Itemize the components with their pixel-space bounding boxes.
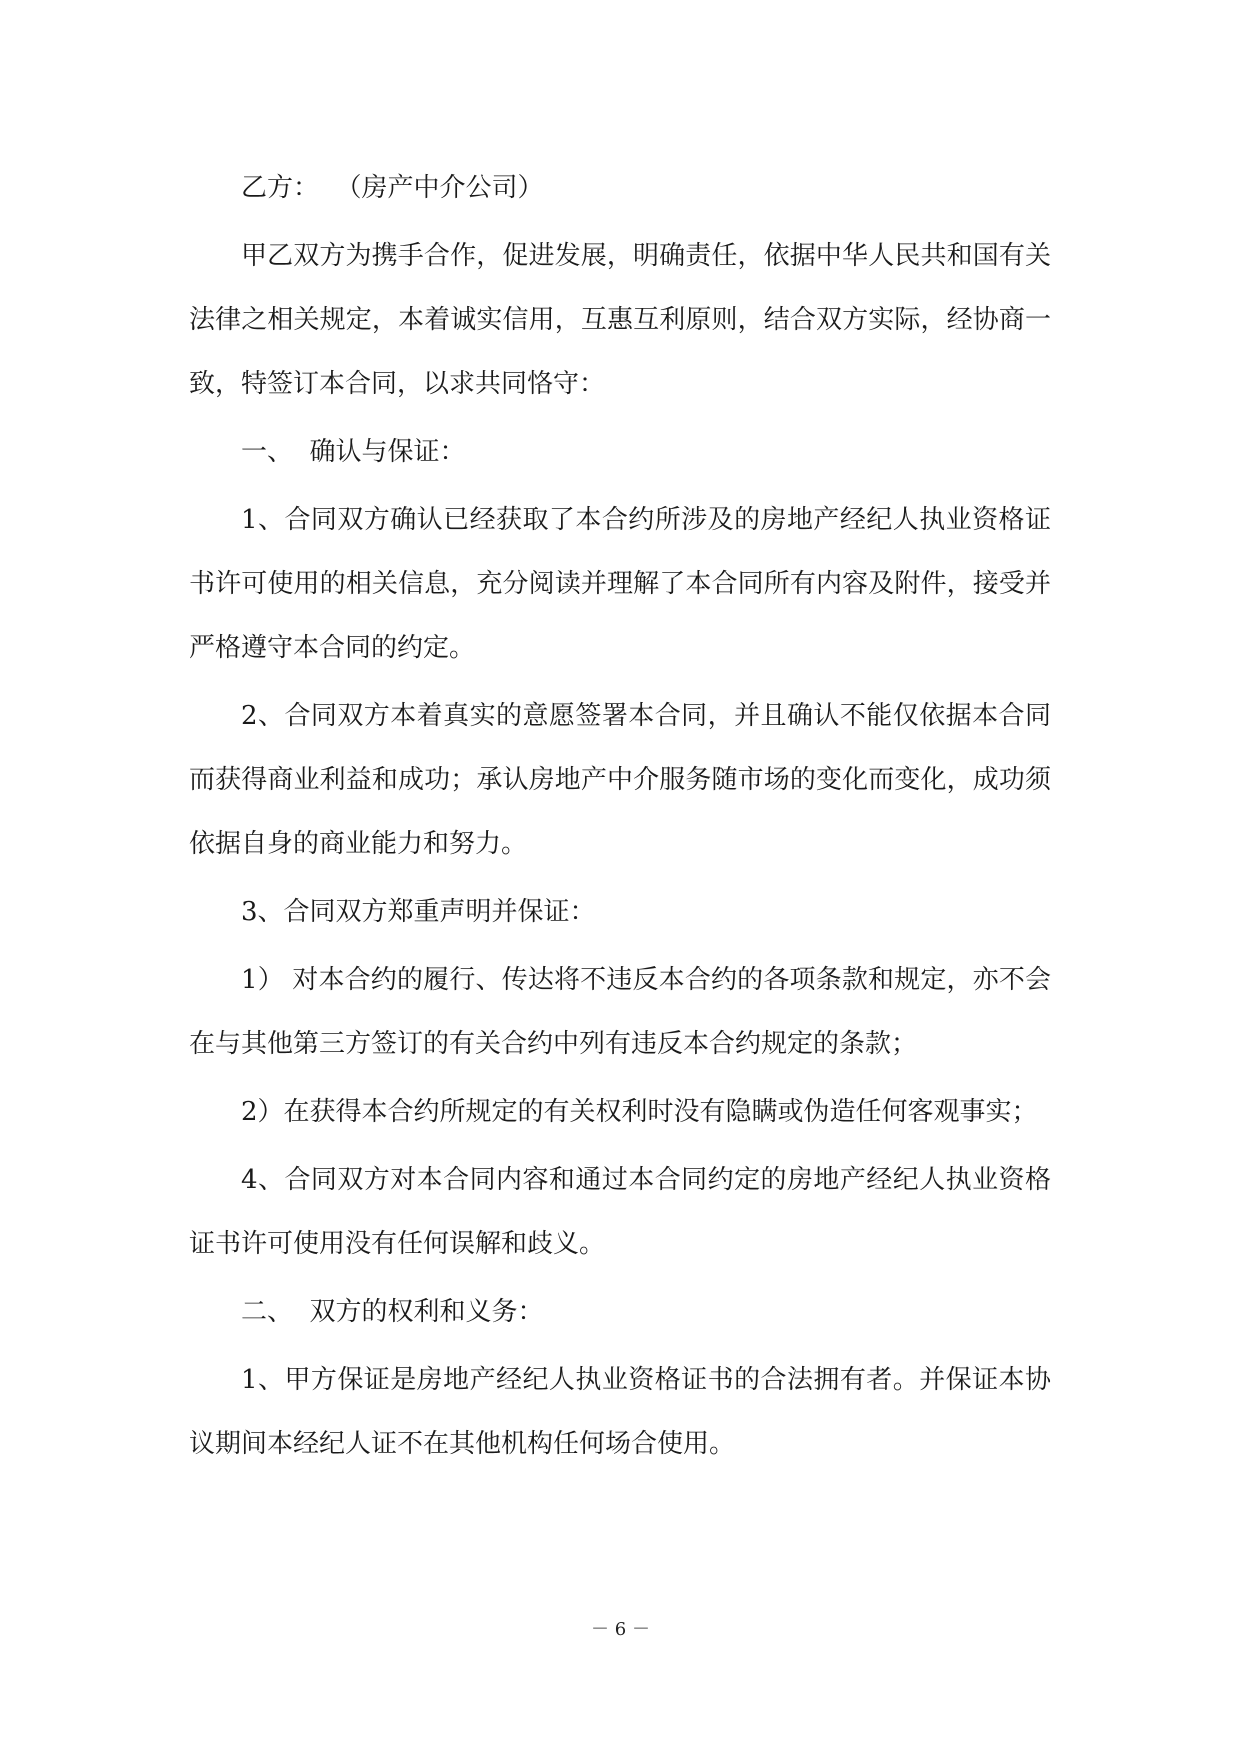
clause-1-3: 3、合同双方郑重声明并保证： (241, 897, 596, 927)
preamble-paragraph: 甲乙双方为携手合作，促进发展，明确责任，依据中华人民共和国有关法律之相关规定，本着诚实信用，互惠互利原则，结合双方实际，经协商一致，特签订本合同，以求共同恪守： (189, 241, 1051, 399)
clause-1-1: 1、合同双方确认已经获取了本合约所涉及的房地产经纪人执业资格证书许可使用的相关信息，充分阅读并理解了本合同所有内容及附件，接受并严格遵守本合同的约定。 (189, 505, 1051, 663)
clause-1-4: 4、合同双方对本合同内容和通过本合同约定的房地产经纪人执业资格证书许可使用没有任何误解和歧义。 (189, 1165, 1051, 1259)
subclause-1-3-1: 1） 对本合约的履行、传达将不违反本合约的各项条款和规定，亦不会在与其他第三方签订的有关合约中列有违反本合约规定的条款； (189, 965, 1051, 1059)
page-number: － 6 － (591, 1619, 650, 1640)
clause-2-1: 1、甲方保证是房地产经纪人执业资格证书的合法拥有者。并保证本协议期间本经纪人证不在其他机构任何场合使用。 (189, 1365, 1051, 1459)
document-body (189, 156, 1051, 1476)
section-heading-confirmation: 一、 确认与保证： (241, 437, 466, 467)
section-heading-rights-obligations: 二、 双方的权利和义务： (241, 1297, 544, 1327)
clause-1-2: 2、合同双方本着真实的意愿签署本合同，并且确认不能仅依据本合同而获得商业利益和成功；承认房地产中介服务随市场的变化而变化，成功须依据自身的商业能力和努力。 (189, 701, 1051, 859)
party-b-line: 乙方： （房产中介公司） (241, 173, 544, 203)
subclause-1-3-2: 2）在获得本合约所规定的有关权利时没有隐瞒或伪造任何客观事实； (241, 1097, 1038, 1127)
